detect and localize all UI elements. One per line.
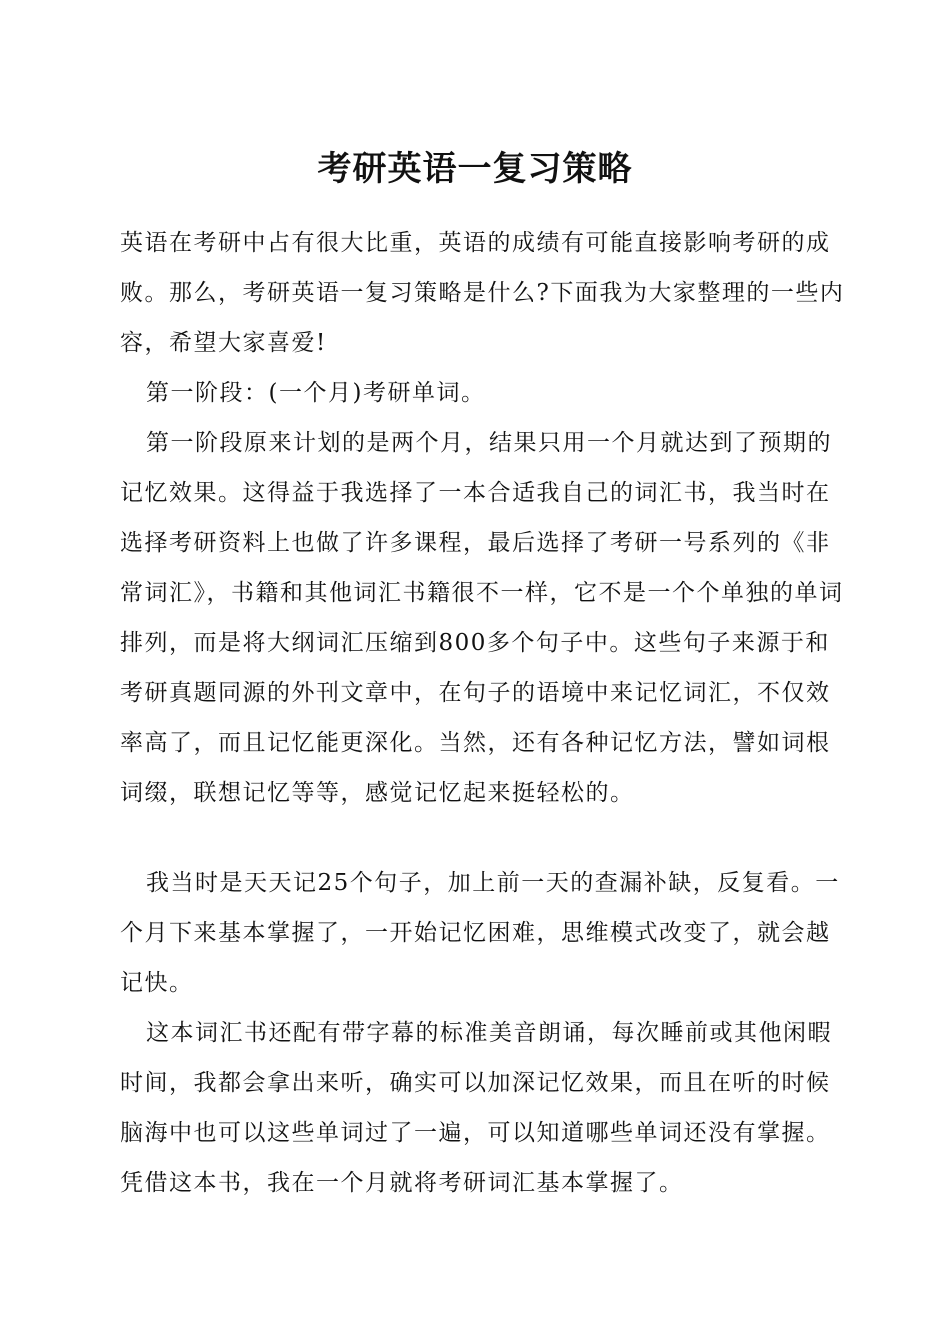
paragraph-spacer <box>120 818 850 858</box>
paragraph-intro: 英语在考研中占有很大比重，英语的成绩有可能直接影响考研的成败。那么，考研英语一复习策略是什么?下面我为大家整理的一些内容，希望大家喜爱! <box>120 230 845 356</box>
paragraph-daily-routine: 我当时是天天记25个句子，加上前一天的查漏补缺，反复看。一个月下来基本掌握了，一开始记忆困难，思维模式改变了，就会越记快。 <box>120 870 840 996</box>
paragraph-stage-one-heading: 第一阶段：(一个月)考研单词。 <box>146 380 486 406</box>
document-title: 考研英语一复习策略 <box>317 149 633 189</box>
paragraph-audio-review: 这本词汇书还配有带字幕的标准美音朗诵，每次睡前或其他闲暇时间，我都会拿出来听，确实可以加深记忆效果，而且在听的时候脑海中也可以这些单词过了一遍，可以知道哪些单词还没有掌握。凭借这本书，我在一个月就将考研词汇基本掌握了。 <box>120 1020 832 1196</box>
document-body <box>120 218 850 1208</box>
paragraph-stage-one-detail: 第一阶段原来计划的是两个月，结果只用一个月就达到了预期的记忆效果。这得益于我选择了一本合适我自己的词汇书，我当时在选择考研资料上也做了许多课程，最后选择了考研一号系列的《非常词汇》，书籍和其他词汇书籍很不一样，它不是一个个单独的单词排列，而是将大纲词汇压缩到800多个句子中。这些句子来源于和考研真题同源的外刊文章中，在句子的语境中来记忆词汇，不仅效率高了，而且记忆能更深化。当然，还有各种记忆方法，譬如词根词缀，联想记忆等等，感觉记忆起来挺轻松的。 <box>120 430 844 806</box>
